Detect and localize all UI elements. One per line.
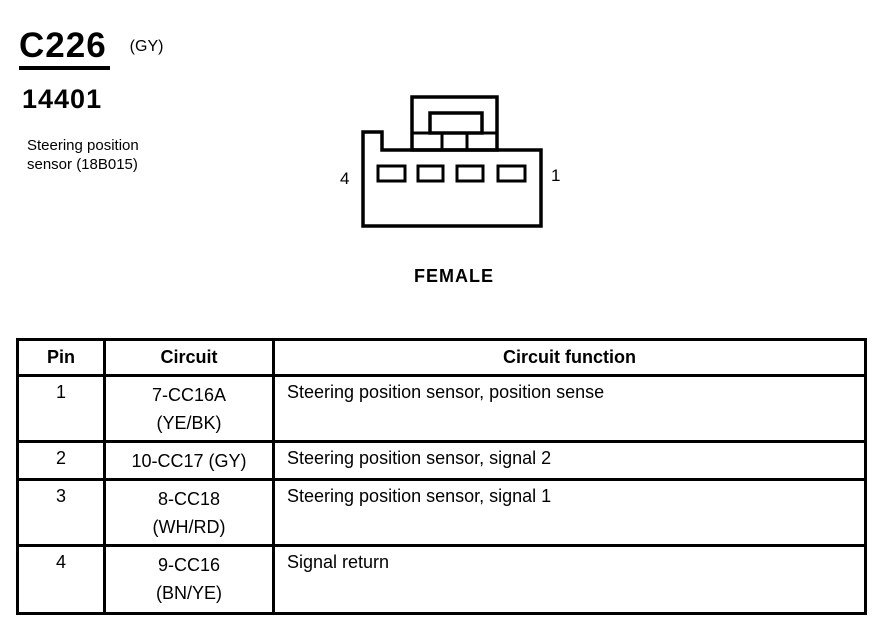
latch-housing [412,97,497,150]
pin-1-label: 1 [551,166,561,185]
circuit-code: 8-CC18 [157,489,221,509]
circuit-code: 9-CC16 [157,555,221,575]
table-row [18,376,866,442]
pin-4-label: 4 [340,169,350,188]
function-cell: Steering position sensor, signal 1 [274,480,866,546]
table-row [18,546,866,614]
circuit-cell [105,480,274,546]
pin-cavity-4 [378,166,405,181]
table-header-row [18,340,866,376]
connector-description [27,136,139,174]
connector-description-line2: sensor (18B015) [27,156,138,173]
pin-cavity-3 [418,166,443,181]
circuit-cell [105,546,274,614]
circuit-column-header: Circuit [105,340,274,376]
pin-cavity-2 [457,166,483,181]
connector-heading-row [19,28,163,70]
circuit-wire-colors: (WH/RD) [152,517,226,537]
table-row [18,442,866,480]
function-cell: Signal return [274,546,866,614]
pin-column-header: Pin [18,340,105,376]
part-number: 14401 [22,84,103,114]
pin-cell: 3 [18,480,105,546]
circuit-code: 7-CC16A [151,385,227,405]
connector-id-heading: C226 [19,28,110,70]
circuit-wire-colors: (YE/BK) [156,413,222,433]
circuit-wire-colors: (BN/YE) [155,583,222,603]
circuit-code: 10-CC17 (GY) [131,451,247,471]
latch-tab [430,113,482,133]
connector-description-line1: Steering position [27,137,139,154]
circuit-cell [105,376,274,442]
pinout-table [16,338,867,615]
connector-color-code: (GY) [129,38,164,55]
function-cell: Steering position sensor, position sense [274,376,866,442]
pin-cavity-1 [498,166,525,181]
pin-cell: 4 [18,546,105,614]
pin-cell: 1 [18,376,105,442]
circuit-cell [105,442,274,480]
table-row [18,480,866,546]
function-cell: Steering position sensor, signal 2 [274,442,866,480]
connector-gender-label: FEMALE [414,266,494,286]
pin-cell: 2 [18,442,105,480]
connector-body [363,132,541,226]
function-column-header: Circuit function [274,340,866,376]
